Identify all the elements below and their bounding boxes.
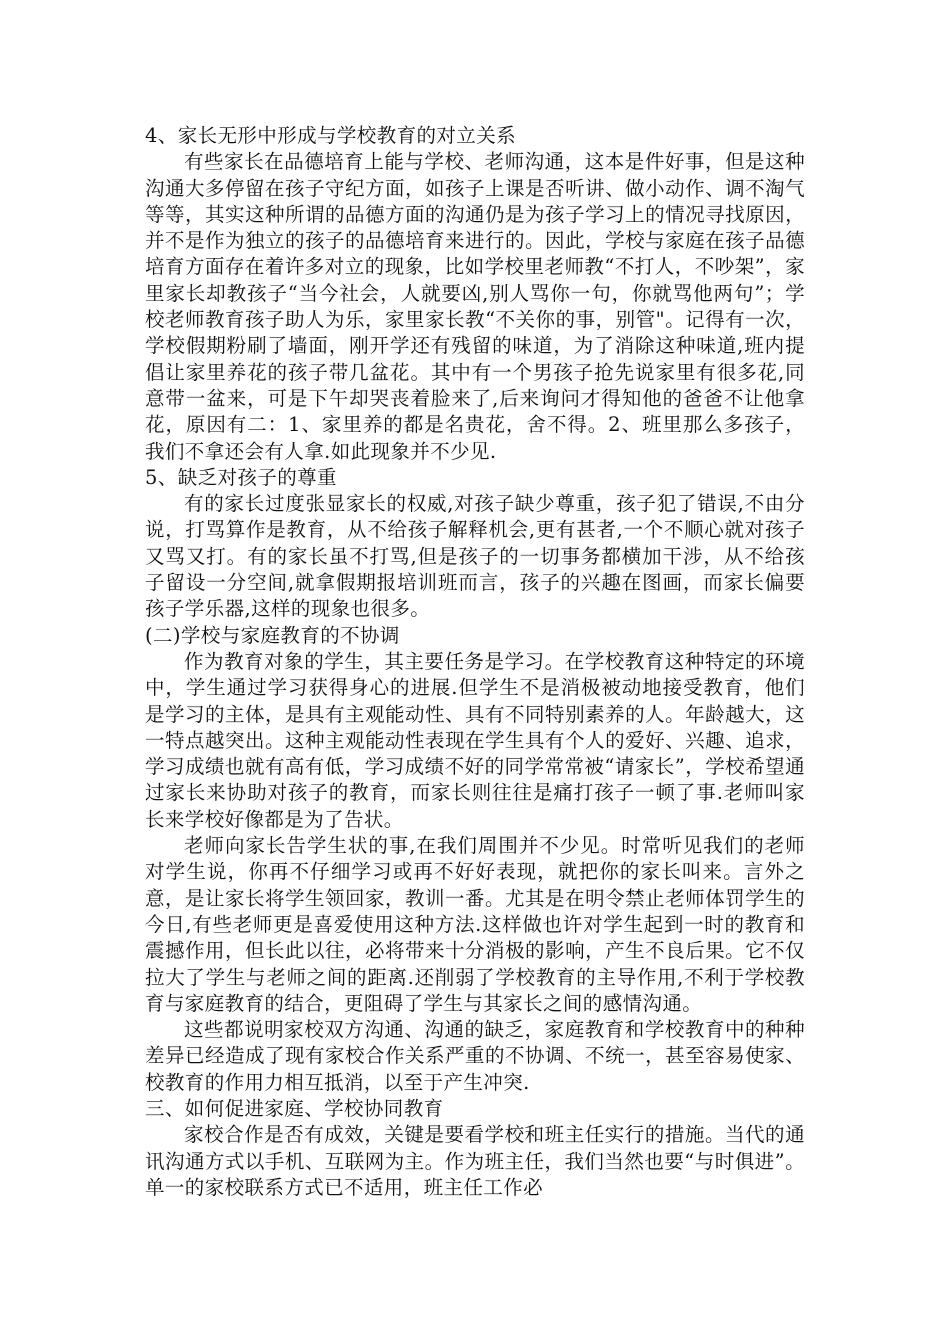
section-heading-4: 4、家长无形中形成与学校教育的对立关系: [145, 124, 517, 147]
paragraph-respect: 有的家长过度张显家长的权威,对孩子缺少尊重，孩子犯了错误,不由分说，打骂算作是教育，从不给孩子解释机会,更有甚者,一个不顺心就对孩子又骂又打。有的家长虽不打骂,但是孩子的一切事务都横加干涉，从不给孩子留设一分空间,就拿假期报培训班而言，孩子的兴趣在图画，而家长偏要孩子学乐器,这样的现象也很多。: [145, 492, 805, 621]
section-heading-5: 5、缺乏对孩子的尊重: [145, 465, 337, 489]
section-heading-3: 三、如何促进家庭、学校协同教育: [145, 1096, 444, 1120]
section-heading-part-2: (二)学校与家庭教育的不协调: [145, 623, 400, 647]
paragraph-teachers: 老师向家长告学生状的事,在我们周围并不少见。时常听见我们的老师对学生说，你再不仔细学习或再不好好表现，就把你的家长叫来。言外之意，是让家长将学生领回家，教训一番。尤其是在明令禁止老师体罚学生的今日,有些老师更是喜爱使用这种方法.这样做也许对学生起到一时的教育和震撼作用，但长此以往，必将带来十分消极的影响，产生不良后果。它不仅拉大了学生与老师之间的距离.还削弱了学校教育的主导作用,不利于学校教育与家庭教育的结合，更阻碍了学生与其家长之间的感情沟通。: [145, 834, 805, 1015]
document-page: [145, 123, 805, 1201]
paragraph-cooperation: 家校合作是否有成效，关键是要看学校和班主任实行的措施。当代的通讯沟通方式以手机、互联网为主。作为班主任，我们当然也要“与时俱进”。单一的家校联系方式已不适用，班主任工作必: [145, 1123, 805, 1199]
paragraph-students: 作为教育对象的学生，其主要任务是学习。在学校教育这种特定的环境中，学生通过学习获得身心的进展.但学生不是消极被动地接受教育，他们是学习的主体，是具有主观能动性、具有不同特别素养的人。年龄越大，这一特点越突出。这种主观能动性表现在学生具有个人的爱好、兴趣、追求，学习成绩也就有高有低，学习成绩不好的同学常常被“请家长”，学校希望通过家长来协助对孩子的教育，而家长则往往是痛打孩子一顿了事.老师叫家长来学校好像都是为了告状。: [145, 649, 805, 831]
paragraph-opposition: 有些家长在品德培育上能与学校、老师沟通，这本是件好事，但是这种沟通大多停留在孩子守纪方面，如孩子上课是否听讲、做小动作、调不淘气等等，其实这种所谓的品德方面的沟通仍是为孩子学习上的情况寻找原因，并不是作为独立的孩子的品德培育来进行的。因此，学校与家庭在孩子品德培育方面存在着许多对立的现象，比如学校里老师教“不打人，不吵架”，家里家长却教孩子“当今社会，人就要凶,别人骂你一句，你就骂他两句”；学校老师教育孩子助人为乐，家里家长教“不关你的事，别管"。记得有一次，学校假期粉刷了墙面，刚开学还有残留的味道，为了消除这种味道,班内提倡让家里养花的孩子带几盆花。其中有一个男孩子抢先说家里有很多花,同意带一盆来，可是下午却哭丧着脸来了,后来询问才得知他的爸爸不让他拿花，原因有二：1、家里养的都是名贵花，舍不得。2、班里那么多孩子，我们不拿还会有人拿.如此现象并不少见.: [145, 150, 805, 463]
paragraph-summary: 这些都说明家校双方沟通、沟通的缺乏，家庭教育和学校教育中的种种差异已经造成了现有家校合作关系严重的不协调、不统一，甚至容易使家、校教育的作用力相互抵消，以至于产生冲突.: [145, 1018, 805, 1094]
